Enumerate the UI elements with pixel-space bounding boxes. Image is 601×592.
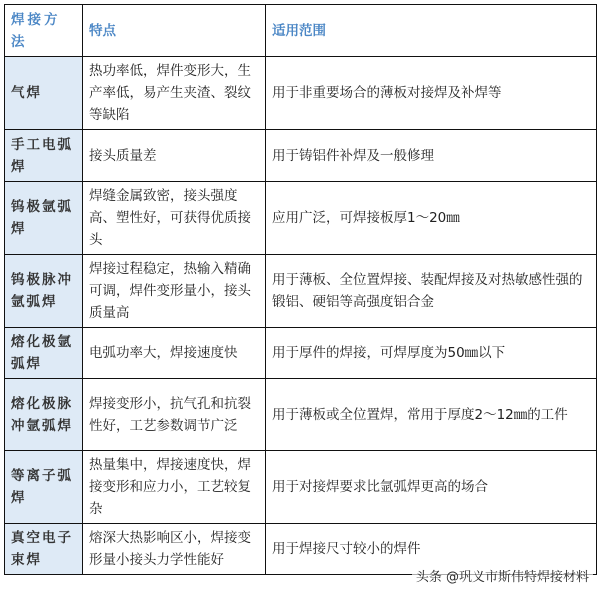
table-body (5, 5, 597, 575)
table-row (5, 451, 597, 524)
header-usage: 适用范围 (266, 5, 597, 57)
usage-cell: 用于厚件的焊接，可焊厚度为50㎜以下 (266, 328, 597, 379)
table-row (5, 255, 597, 328)
usage-cell: 用于焊接尺寸较小的焊件 (266, 524, 597, 575)
header-method: 焊接方法 (5, 5, 83, 57)
feature-cell: 焊接过程稳定，热输入精确可调，焊件变形量小，接头质量高 (83, 255, 266, 328)
welding-methods-table (4, 4, 597, 575)
feature-cell: 热量集中，焊接速度快，焊接变形和应力小，工艺较复杂 (83, 451, 266, 524)
feature-cell: 焊缝金属致密，接头强度高、塑性好，可获得优质接头 (83, 182, 266, 255)
feature-cell: 熔深大热影响区小，焊接变形量小接头力学性能好 (83, 524, 266, 575)
table-row (5, 130, 597, 182)
usage-cell: 用于铸铝件补焊及一般修理 (266, 130, 597, 182)
watermark: 头条 @巩义市斯伟特焊接材料 (412, 565, 593, 586)
header-row (5, 5, 597, 57)
feature-cell: 热功率低，焊件变形大，生产率低，易产生夹渣、裂纹等缺陷 (83, 57, 266, 130)
feature-cell: 接头质量差 (83, 130, 266, 182)
usage-cell: 用于对接焊要求比氩弧焊更高的场合 (266, 451, 597, 524)
usage-cell: 用于薄板、全位置焊接、装配焊接及对热敏感性强的锻铝、硬铝等高强度铝合金 (266, 255, 597, 328)
table-row (5, 182, 597, 255)
method-cell: 气焊 (5, 57, 83, 130)
feature-cell: 焊接变形小，抗气孔和抗裂性好，工艺参数调节广泛 (83, 379, 266, 451)
method-cell: 熔化极脉冲氩弧焊 (5, 379, 83, 451)
method-cell: 手工电弧焊 (5, 130, 83, 182)
method-cell: 熔化极氩弧焊 (5, 328, 83, 379)
header-feature: 特点 (83, 5, 266, 57)
table-row (5, 57, 597, 130)
method-cell: 真空电子束焊 (5, 524, 83, 575)
table-row (5, 328, 597, 379)
method-cell: 等离子弧焊 (5, 451, 83, 524)
method-cell: 钨极氩弧焊 (5, 182, 83, 255)
method-cell: 钨极脉冲氩弧焊 (5, 255, 83, 328)
table-row (5, 379, 597, 451)
usage-cell: 用于非重要场合的薄板对接焊及补焊等 (266, 57, 597, 130)
usage-cell: 应用广泛，可焊接板厚1～20㎜ (266, 182, 597, 255)
feature-cell: 电弧功率大，焊接速度快 (83, 328, 266, 379)
usage-cell: 用于薄板或全位置焊，常用于厚度2～12㎜的工件 (266, 379, 597, 451)
